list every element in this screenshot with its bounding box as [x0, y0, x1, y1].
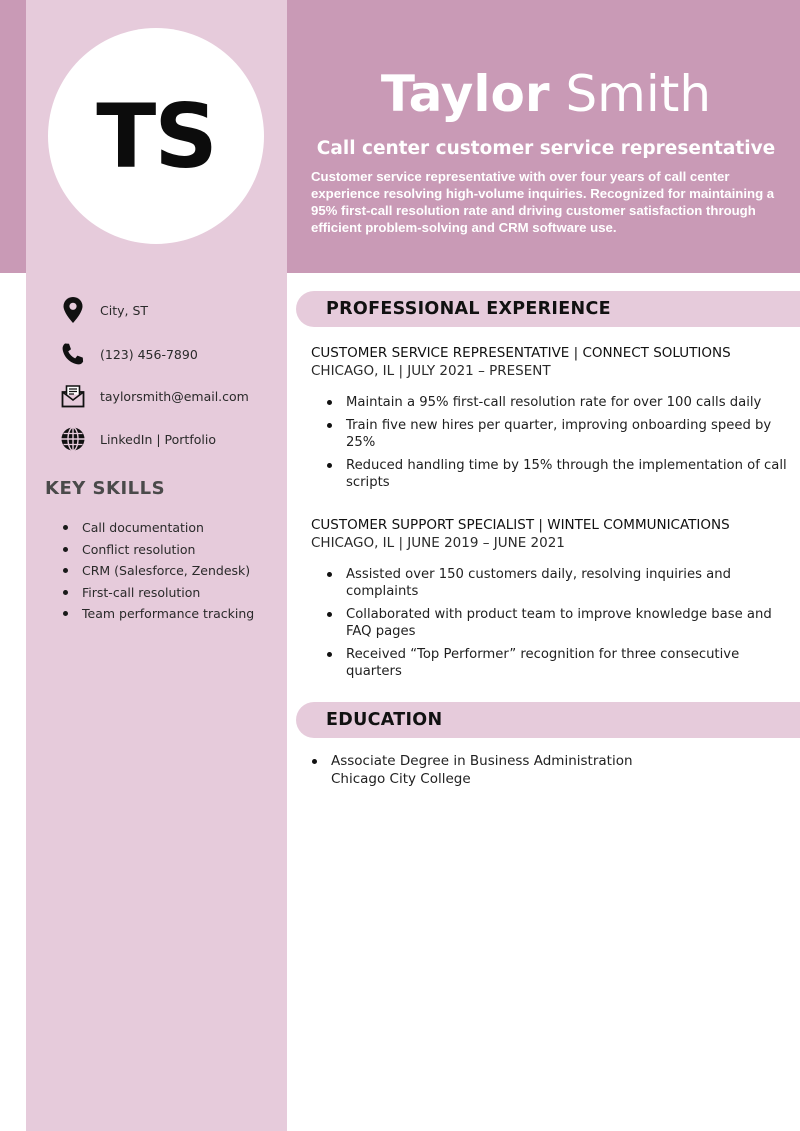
- job-1-bullets: [326, 394, 792, 497]
- monogram-circle: [48, 28, 264, 244]
- location-pin-icon: [60, 297, 86, 323]
- candidate-name: [300, 62, 792, 126]
- contact-phone-text: (123) 456-7890: [100, 346, 198, 362]
- education-item: [311, 753, 791, 788]
- skill-item: Team performance tracking: [62, 603, 282, 625]
- skill-item: Call documentation: [62, 517, 282, 539]
- skill-item: Conflict resolution: [62, 539, 282, 561]
- phone-icon: [60, 341, 86, 367]
- globe-icon: [60, 426, 86, 452]
- job-bullet: Reduced handling time by 15% through the implementation of call scripts: [326, 457, 792, 491]
- contact-links-text: LinkedIn | Portfolio: [100, 431, 216, 447]
- first-name: Taylor: [380, 65, 550, 123]
- envelope-icon: [60, 383, 86, 409]
- summary: Customer service representative with over four years of call center experience resolving high-volume inquiries. Recognized for maintaining a 95% first-call resolution rate and driving customer satisfaction through efficient problem-solving and CRM software use.: [311, 169, 775, 235]
- job-bullet: Collaborated with product team to improve knowledge base and FAQ pages: [326, 606, 792, 640]
- job-bullet: Maintain a 95% first-call resolution rate for over 100 calls daily: [326, 394, 792, 411]
- education-heading: EDUCATION: [326, 710, 443, 730]
- contact-email-text: taylorsmith@email.com: [100, 388, 249, 404]
- job-title: Call center customer service representative: [316, 138, 776, 159]
- education-school: Chicago City College: [331, 770, 471, 787]
- job-2-location-dates: CHICAGO, IL | JUNE 2019 – JUNE 2021: [311, 535, 565, 551]
- skills-list: [62, 517, 282, 625]
- skill-item: CRM (Salesforce, Zendesk): [62, 560, 282, 582]
- experience-heading: PROFESSIONAL EXPERIENCE: [326, 299, 611, 319]
- job-2-bullets: [326, 566, 792, 686]
- contact-location: [60, 295, 280, 325]
- key-skills-heading: KEY SKILLS: [45, 478, 166, 499]
- skill-item: First-call resolution: [62, 582, 282, 604]
- education-degree: Associate Degree in Business Administration: [331, 753, 633, 769]
- contact-email: [60, 381, 280, 411]
- education-heading-pill: [296, 702, 800, 738]
- contact-links: [60, 424, 280, 454]
- job-1-title: CUSTOMER SERVICE REPRESENTATIVE | CONNECT SOLUTIONS: [311, 345, 731, 361]
- job-bullet: Received “Top Performer” recognition for three consecutive quarters: [326, 646, 792, 680]
- job-2-title: CUSTOMER SUPPORT SPECIALIST | WINTEL COMMUNICATIONS: [311, 517, 730, 533]
- contact-phone: [60, 339, 280, 369]
- last-name: Smith: [565, 65, 712, 123]
- monogram-initials: TS: [96, 84, 216, 188]
- job-bullet: Train five new hires per quarter, improving onboarding speed by 25%: [326, 417, 792, 451]
- contact-location-text: City, ST: [100, 302, 149, 318]
- job-bullet: Assisted over 150 customers daily, resolving inquiries and complaints: [326, 566, 792, 600]
- education-list: [311, 753, 791, 788]
- job-1-location-dates: CHICAGO, IL | JULY 2021 – PRESENT: [311, 363, 551, 379]
- experience-heading-pill: [296, 291, 800, 327]
